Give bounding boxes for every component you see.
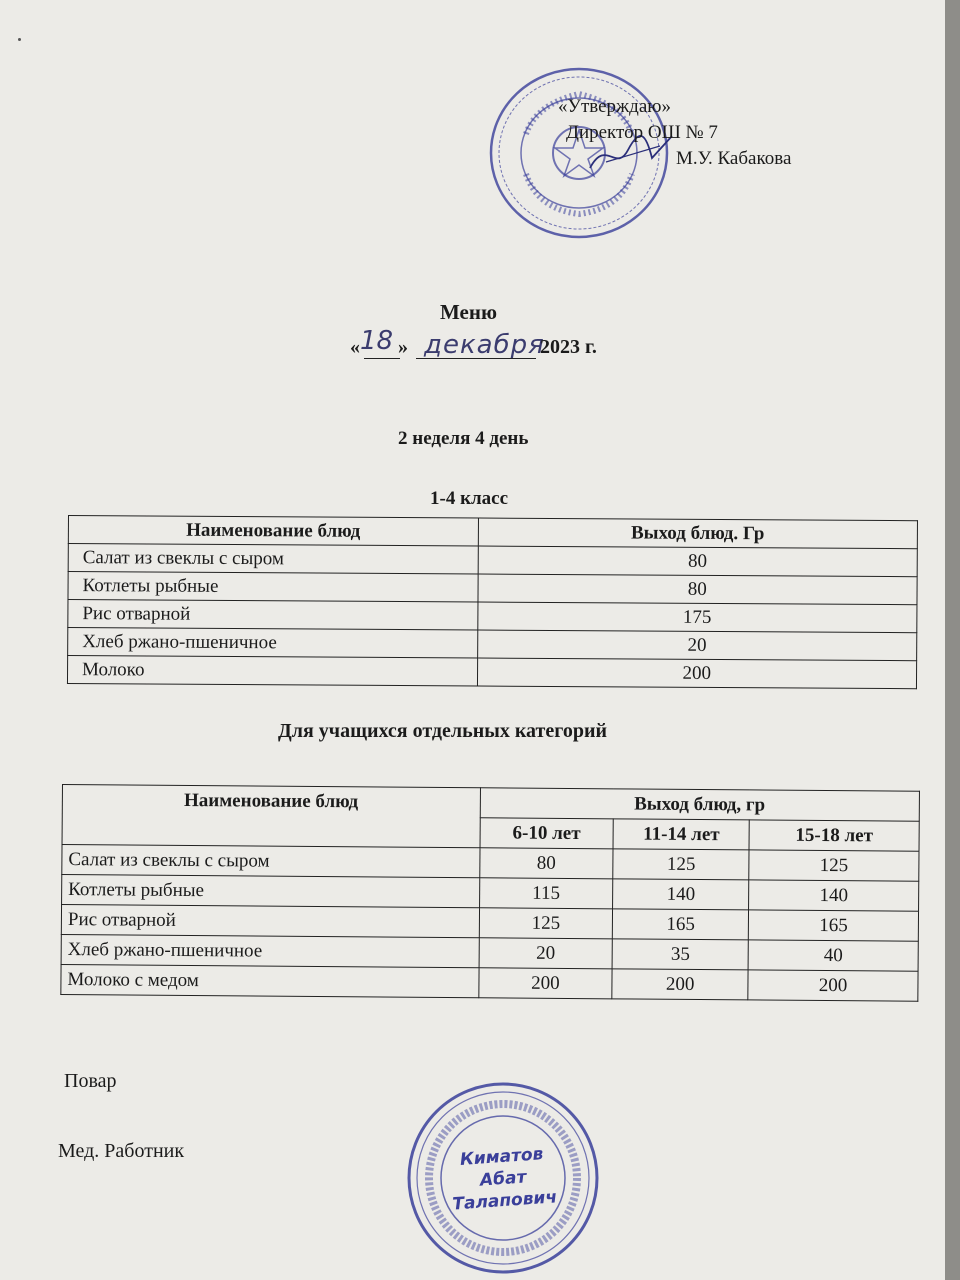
column-header-dish: Наименование блюд (62, 785, 480, 848)
date-month: декабря (424, 330, 545, 360)
dish-yield: 200 (477, 658, 917, 689)
dish-yield: 80 (478, 546, 918, 577)
dish-name: Котлеты рыбные (68, 572, 478, 603)
day-underline (364, 358, 400, 359)
personal-seal-icon (404, 1076, 602, 1280)
seal-name-line1: Киматов (459, 1144, 545, 1170)
column-header-dish: Наименование блюд (68, 516, 478, 547)
date-open-quote: « (350, 336, 360, 358)
page-title: Меню (440, 300, 498, 324)
dish-yield: 80 (479, 848, 613, 879)
dish-yield: 40 (748, 940, 918, 971)
medic-signature-label: Мед. Работник (58, 1140, 185, 1162)
table-row (61, 964, 918, 1001)
cook-signature-label: Повар (64, 1070, 117, 1092)
date-day: 18 (360, 326, 394, 356)
date-close-quote: » (398, 336, 408, 358)
dish-name: Хлеб ржано-пшеничное (61, 934, 479, 967)
age-group-header: 11-14 лет (613, 819, 749, 850)
approval-name: М.У. Кабакова (676, 148, 792, 169)
paper-speck (18, 38, 21, 41)
dish-name: Молоко с медом (61, 964, 479, 997)
dish-yield: 35 (612, 939, 748, 970)
approval-line: «Утверждаю» (558, 96, 671, 117)
age-group-header: 6-10 лет (480, 818, 614, 849)
dish-name: Хлеб ржано-пшеничное (68, 628, 478, 659)
seal-name-line3: Талапович (451, 1187, 558, 1215)
dish-name: Молоко (67, 656, 477, 687)
dish-yield: 165 (613, 909, 749, 940)
dish-name: Рис отварной (68, 600, 478, 631)
dish-yield: 125 (479, 908, 613, 939)
table1-caption: 1-4 класс (430, 488, 509, 509)
menu-table-special-categories (60, 784, 920, 1002)
dish-name: Салат из свеклы с сыром (68, 544, 478, 575)
dish-yield: 165 (748, 910, 918, 941)
column-header-yield: Выход блюд. Гр (478, 518, 918, 549)
table-row (67, 656, 916, 689)
menu-date (350, 326, 630, 382)
dish-yield: 125 (613, 849, 749, 880)
dish-yield: 20 (479, 938, 613, 969)
dish-name: Рис отварной (61, 905, 479, 938)
date-year: 2023 г. (540, 336, 597, 358)
week-day-label: 2 неделя 4 день (398, 428, 529, 449)
dish-yield: 115 (479, 878, 613, 909)
menu-table-grades-1-4 (67, 515, 918, 689)
dish-yield: 140 (749, 880, 919, 911)
dish-yield: 200 (478, 968, 612, 999)
dish-yield: 200 (612, 969, 748, 1000)
dish-name: Котлеты рыбные (62, 875, 480, 908)
dish-yield: 80 (478, 574, 918, 605)
age-group-header: 15-18 лет (749, 820, 919, 851)
dish-yield: 20 (477, 630, 917, 661)
dish-name: Салат из свеклы с сыром (62, 845, 480, 878)
month-underline (416, 358, 536, 359)
dish-yield: 175 (477, 602, 917, 633)
dish-yield: 125 (749, 850, 919, 881)
column-header-yield: Выход блюд, гр (480, 788, 920, 821)
dish-yield: 140 (613, 879, 749, 910)
table-header-row (62, 785, 919, 822)
approval-position: Директор ОШ № 7 (566, 122, 718, 143)
table2-caption: Для учащихся отдельных категорий (278, 720, 607, 742)
seal-name-line2: Абат (479, 1167, 528, 1191)
dish-yield: 200 (748, 970, 918, 1001)
